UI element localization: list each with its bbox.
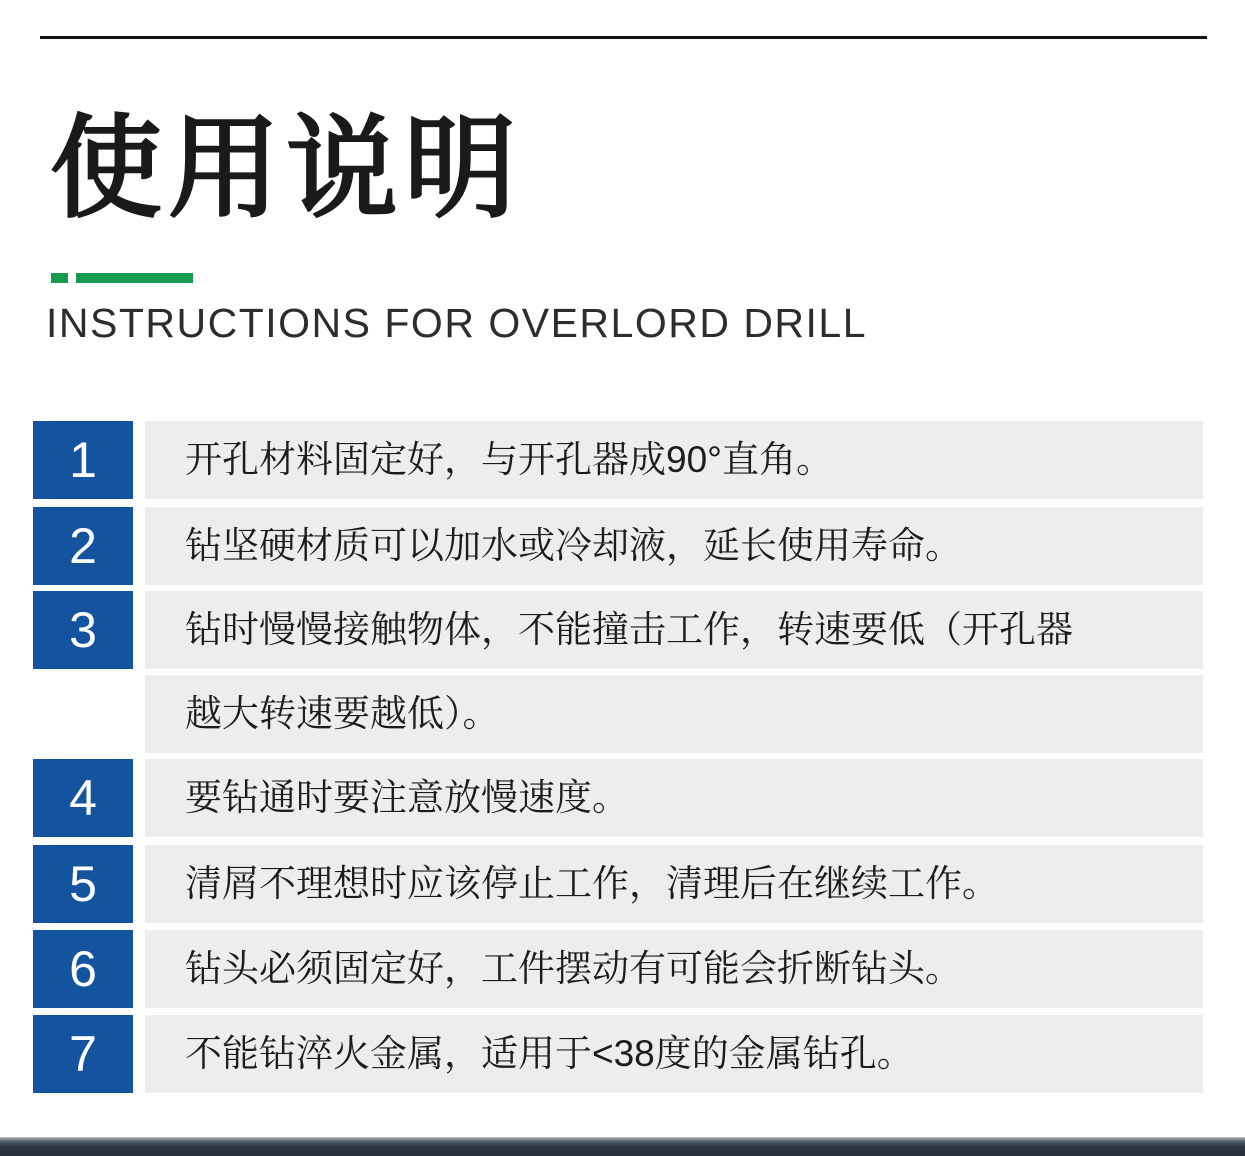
- instruction-number-badge: 5: [33, 845, 133, 923]
- page-title: 使用说明: [50, 106, 522, 231]
- instruction-number-badge: 2: [33, 507, 133, 585]
- instruction-row: [0, 507, 1245, 585]
- instruction-text: 钻头必须固定好，工件摆动有可能会折断钻头。: [185, 948, 962, 989]
- instruction-text: 越大转速要越低）。: [185, 693, 500, 734]
- instruction-text: 开孔材料固定好，与开孔器成90°直角。: [185, 439, 833, 480]
- bottom-dark-bar: [0, 1137, 1245, 1156]
- instruction-text: 要钻通时要注意放慢速度。: [185, 777, 629, 818]
- instruction-row-background: [145, 421, 1203, 499]
- instruction-row-background: [145, 930, 1203, 1008]
- instruction-row: [0, 759, 1245, 837]
- instruction-row: [0, 421, 1245, 499]
- green-accent-square: [51, 273, 68, 283]
- instruction-row-continuation: [0, 675, 1245, 753]
- green-accent-bar: [76, 273, 193, 283]
- instruction-row: [0, 591, 1245, 669]
- instruction-row: [0, 1015, 1245, 1093]
- instruction-number-badge: 1: [33, 421, 133, 499]
- instruction-number-badge: 7: [33, 1015, 133, 1093]
- instruction-text: 钻坚硬材质可以加水或冷却液，延长使用寿命。: [185, 525, 962, 566]
- instruction-number-badge: 3: [33, 591, 133, 669]
- top-divider-line: [40, 36, 1207, 39]
- instruction-row-background: [145, 591, 1203, 669]
- instruction-row: [0, 930, 1245, 1008]
- instruction-number-badge: 6: [33, 930, 133, 1008]
- instruction-row-background: [145, 759, 1203, 837]
- instruction-row-background: [145, 507, 1203, 585]
- instruction-row-background: [145, 1015, 1203, 1093]
- instruction-text: 不能钻淬火金属，适用于<38度的金属钻孔。: [185, 1033, 914, 1074]
- instruction-row: [0, 845, 1245, 923]
- instruction-row-background: [145, 675, 1203, 753]
- instruction-text: 钻时慢慢接触物体，不能撞击工作，转速要低（开孔器: [185, 609, 1073, 650]
- instruction-number-badge: 4: [33, 759, 133, 837]
- instruction-row-background: [145, 845, 1203, 923]
- page-subtitle: INSTRUCTIONS FOR OVERLORD DRILL: [46, 300, 868, 346]
- instruction-text: 清屑不理想时应该停止工作，清理后在继续工作。: [185, 863, 999, 904]
